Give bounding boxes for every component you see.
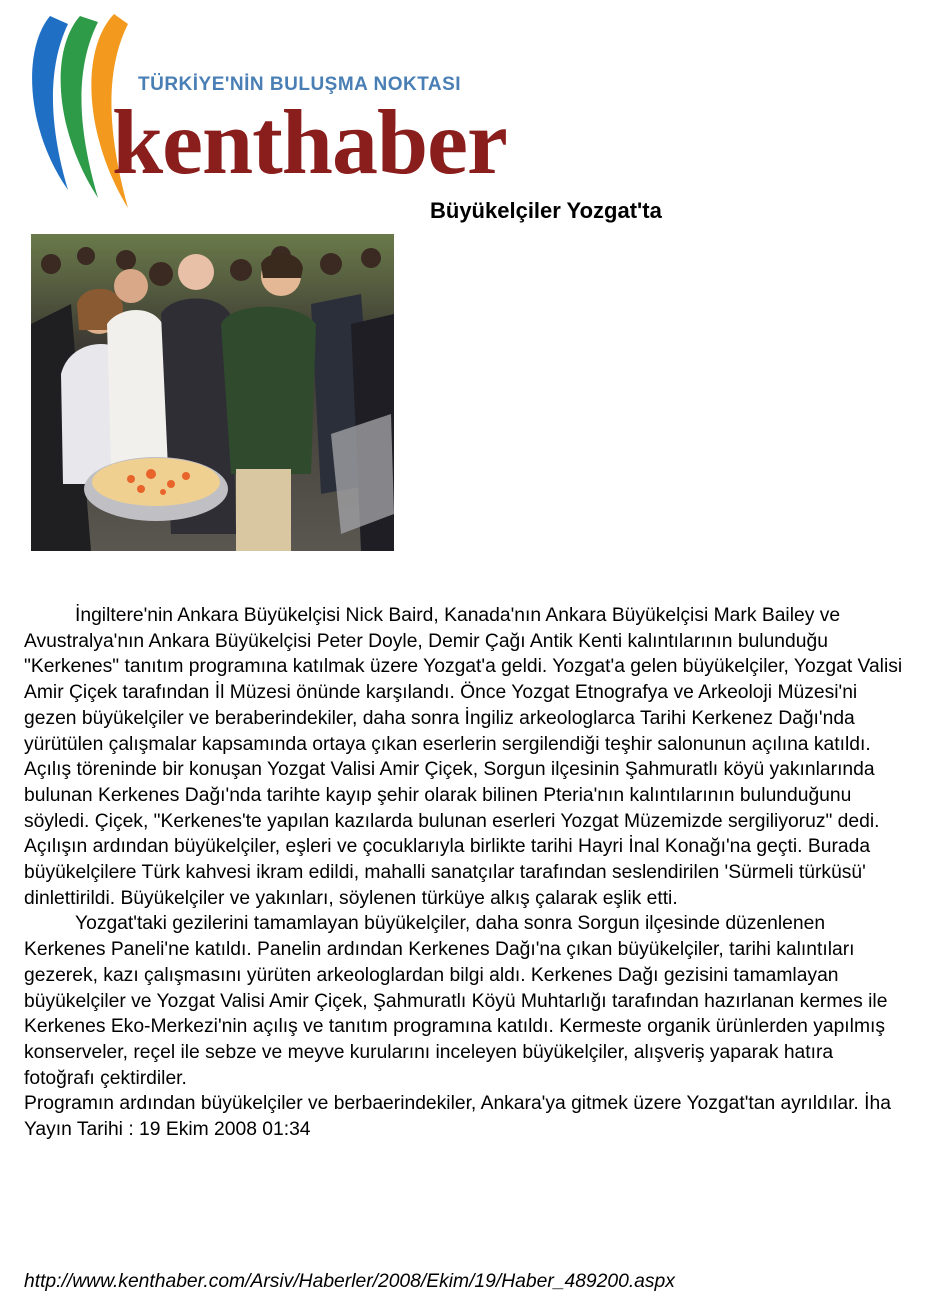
logo-tagline: TÜRKİYE'NİN BULUŞMA NOKTASI: [138, 74, 462, 95]
article-paragraph-2: Açılışın ardından büyükelçiler, eşleri ve çocuklarıyla birlikte tarihi Hayri İnal Konağı'na geçti. Burada büyükelçilere Türk kahvesi ikram edildi, mahalli sanatçılar tarafından seslendirilen 'Sürmeli türküsü' dinlettirildi. Büyükelçiler ve yakınları, söylenen türküye alkış çalarak eşlik etti.: [24, 836, 871, 909]
article-paragraph-4: Programın ardından büyükelçiler ve berbaerindekiler, Ankara'ya gitmek üzere Yozgat'tan ayrıldılar. İha Yayın Tarihi : 19 Ekim 2008 01:34: [24, 1093, 891, 1141]
article-title: Büyükelçiler Yozgat'ta: [430, 198, 662, 223]
article-body: [24, 603, 904, 1143]
source-url: http://www.kenthaber.com/Arsiv/Haberler/2008/Ekim/19/Haber_489200.aspx: [24, 1271, 675, 1292]
kenthaber-logo: [28, 10, 507, 210]
article-paragraph-3: Yozgat'taki gezilerini tamamlayan büyükelçiler, daha sonra Sorgun ilçesinde düzenlenen Kerkenes Paneli'ne katıldı. Panelin ardından Kerkenes Dağı'na çıkan büyükelçiler, tarihi kalıntıları gezerek, kazı çalışmasını yürüten arkeologlardan bilgi aldı. Kerkenes Dağı gezisini tamamlayan büyükelçiler ve Yozgat Valisi Amir Çiçek, Şahmuratlı Köyü Muhtarlığı tarafından hazırlanan kermes ile Kerkenes Eko-Merkezi'nin açılış ve tanıtım programına katıldı. Kermeste organik ürünlerden yapılmış konserveler, reçel ile sebze ve meyve kurularını inceleyen büyükelçiler, alışveriş yaparak hatıra fotoğrafı çektirdiler.: [24, 913, 888, 1089]
article-paragraph-1: İngiltere'nin Ankara Büyükelçisi Nick Baird, Kanada'nın Ankara Büyükelçisi Mark Bailey ve Avustralya'nın Ankara Büyükelçisi Peter Doyle, Demir Çağı Antik Kenti kalıntılarının bulunduğu "Kerkenes" tanıtım programına katılmak üzere Yozgat'a geldi. Yozgat'a gelen büyükelçiler, Yozgat Valisi Amir Çiçek tarafından İl Müzesi önünde karşılandı. Önce Yozgat Etnografya ve Arkeoloji Müzesi'ni gezen büyükelçiler ve beraberindekiler, daha sonra İngiliz arkeologlarca Tarihi Kerkenez Dağı'nda yürütülen çalışmalar kapsamında ortaya çıkan eserlerin sergilendiği teşhir salonunun açılına katıldı. Açılış töreninde bir konuşan Yozgat Valisi Amir Çiçek, Sorgun ilçesinin Şahmuratlı köyü yakınlarında bulunan Kerkenes Dağı'nda tarihte kayıp şehir olarak bilinen Pteria'nın kalıntılarının bulunduğunu söyledi. Çiçek, "Kerkenes'te yapılan kazılarda bulunan eserleri Yozgat Müzemizde sergiliyoruz" dedi.: [24, 605, 903, 832]
news-photo: [31, 234, 394, 551]
logo-wordmark: kenthaber: [112, 91, 507, 193]
